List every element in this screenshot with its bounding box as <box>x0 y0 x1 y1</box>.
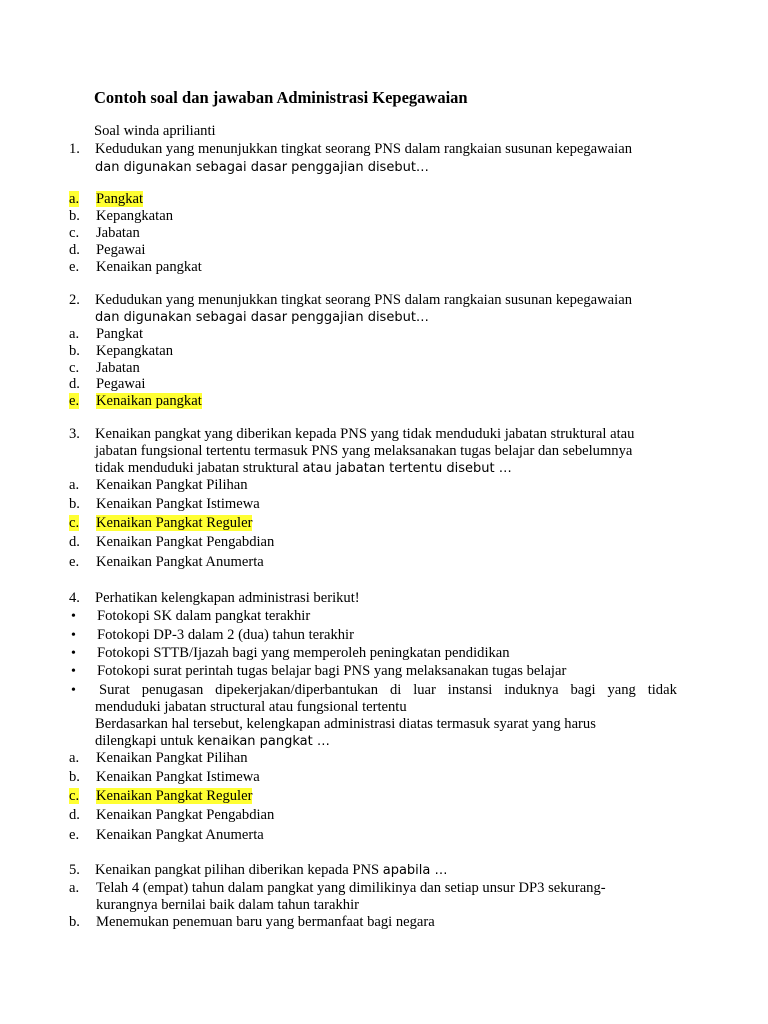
q3-number: 3. <box>69 426 80 442</box>
q4-text-line1: Perhatikan kelengkapan administrasi berikut! <box>95 590 360 606</box>
q3-option-e: Kenaikan Pangkat Anumerta <box>96 554 264 570</box>
q5-option-a-line1: Telah 4 (empat) tahun dalam pangkat yang dimilikinya dan setiap unsur DP3 sekurang- <box>96 880 606 896</box>
q5-option-a-line2: kurangnya bernilai baik dalam tahun tarakhir <box>96 897 359 913</box>
q4-option-c-answer: Kenaikan Pangkat Reguler <box>96 788 253 804</box>
q2-option-c-marker: c. <box>69 360 80 376</box>
q1-option-b: Kepangkatan <box>96 208 173 224</box>
bullet-icon: • <box>71 646 76 661</box>
q4-option-a: Kenaikan Pangkat Pilihan <box>96 750 248 766</box>
q3-text-line3b: atau jabatan tertentu disebut … <box>302 461 512 476</box>
q2-option-d-marker: d. <box>69 376 80 392</box>
q1-option-e-marker: e. <box>69 259 80 275</box>
q3-option-b: Kenaikan Pangkat Istimewa <box>96 496 260 512</box>
q3-option-e-marker: e. <box>69 554 80 570</box>
q4-option-c-marker: c. <box>69 788 80 804</box>
q5-option-a-marker: a. <box>69 880 80 896</box>
q1-option-d-marker: d. <box>69 242 80 258</box>
q1-text-line2: dan digunakan sebagai dasar penggajian disebut… <box>95 160 429 175</box>
q2-option-b-marker: b. <box>69 343 80 359</box>
q4-bullet-2: Fotokopi DP-3 dalam 2 (dua) tahun terakhir <box>97 627 354 643</box>
q4-option-a-marker: a. <box>69 750 80 766</box>
q4-after-line1: Berdasarkan hal tersebut, kelengkapan administrasi diatas termasuk syarat yang harus <box>95 716 596 732</box>
bullet-icon: • <box>71 609 76 624</box>
q4-option-e-marker: e. <box>69 827 80 843</box>
q3-option-b-marker: b. <box>69 496 80 512</box>
q1-number: 1. <box>69 141 80 157</box>
q1-option-a-answer: Pangkat <box>96 191 144 207</box>
q3-option-c-answer: Kenaikan Pangkat Reguler <box>96 515 253 531</box>
q1-option-c: Jabatan <box>96 225 140 241</box>
q1-text-line1: Kedudukan yang menunjukkan tingkat seorang PNS dalam rangkaian susunan kepegawaian <box>95 141 632 157</box>
bullet-icon: • <box>71 628 76 643</box>
q4-after-line2a: dilengkapi untuk <box>95 733 194 749</box>
q4-option-d-marker: d. <box>69 807 80 823</box>
document-title: Contoh soal dan jawaban Administrasi Kepegawaian <box>94 88 468 107</box>
q2-text-line1: Kedudukan yang menunjukkan tingkat seorang PNS dalam rangkaian susunan kepegawaian <box>95 292 632 308</box>
q4-option-e: Kenaikan Pangkat Anumerta <box>96 827 264 843</box>
q5-text-line1a: Kenaikan pangkat pilihan diberikan kepada PNS <box>95 862 380 878</box>
q4-bullet-1: Fotokopi SK dalam pangkat terakhir <box>97 608 311 624</box>
bullet-icon: • <box>71 683 76 698</box>
q1-option-c-marker: c. <box>69 225 80 241</box>
q4-bullet-3: Fotokopi STTB/Ijazah bagi yang memperoleh peningkatan pendidikan <box>97 645 510 661</box>
q2-option-b: Kepangkatan <box>96 343 173 359</box>
q4-option-d: Kenaikan Pangkat Pengabdian <box>96 807 275 823</box>
q2-option-a: Pangkat <box>96 326 144 342</box>
q1-option-b-marker: b. <box>69 208 80 224</box>
q5-option-b-marker: b. <box>69 914 80 930</box>
q4-option-b: Kenaikan Pangkat Istimewa <box>96 769 260 785</box>
q3-option-c-marker: c. <box>69 515 80 531</box>
q5-text-line1b: apabila … <box>382 863 448 878</box>
q3-text-line2: jabatan fungsional tertentu termasuk PNS yang melaksanakan tugas belajar dan sebelumnya <box>95 443 633 459</box>
q1-option-a-marker: a. <box>69 191 80 207</box>
author-line: Soal winda aprilianti <box>94 123 216 139</box>
q3-option-a: Kenaikan Pangkat Pilihan <box>96 477 248 493</box>
q3-text-line1: Kenaikan pangkat yang diberikan kepada PNS yang tidak menduduki jabatan struktural atau <box>95 426 635 442</box>
q1-option-e: Kenaikan pangkat <box>96 259 202 275</box>
q3-option-d: Kenaikan Pangkat Pengabdian <box>96 534 275 550</box>
bullet-icon: • <box>71 664 76 679</box>
q3-text-line3a: tidak menduduki jabatan struktural <box>95 460 299 476</box>
q3-option-d-marker: d. <box>69 534 80 550</box>
q5-option-b: Menemukan penemuan baru yang bermanfaat bagi negara <box>96 914 435 930</box>
q4-bullet-5-line1: Surat penugasan dipekerjakan/diperbantukan di luar instansi induknya bagi yang tidak <box>99 682 677 698</box>
q2-option-a-marker: a. <box>69 326 80 342</box>
q4-after-line2b: kenaikan pangkat … <box>197 734 330 749</box>
q3-option-a-marker: a. <box>69 477 80 493</box>
q2-option-c: Jabatan <box>96 360 140 376</box>
q4-bullet-5-line2: menduduki jabatan structural atau fungsional tertentu <box>95 699 407 715</box>
q4-bullet-4: Fotokopi surat perintah tugas belajar bagi PNS yang melaksanakan tugas belajar <box>97 663 567 679</box>
q4-option-b-marker: b. <box>69 769 80 785</box>
q5-number: 5. <box>69 862 80 878</box>
q2-text-line2: dan digunakan sebagai dasar penggajian disebut… <box>95 310 429 325</box>
q2-option-d: Pegawai <box>96 376 146 392</box>
q2-number: 2. <box>69 292 80 308</box>
q2-option-e-marker: e. <box>69 393 80 409</box>
q2-option-e-answer: Kenaikan pangkat <box>96 393 202 409</box>
q1-option-d: Pegawai <box>96 242 146 258</box>
q4-number: 4. <box>69 590 80 606</box>
